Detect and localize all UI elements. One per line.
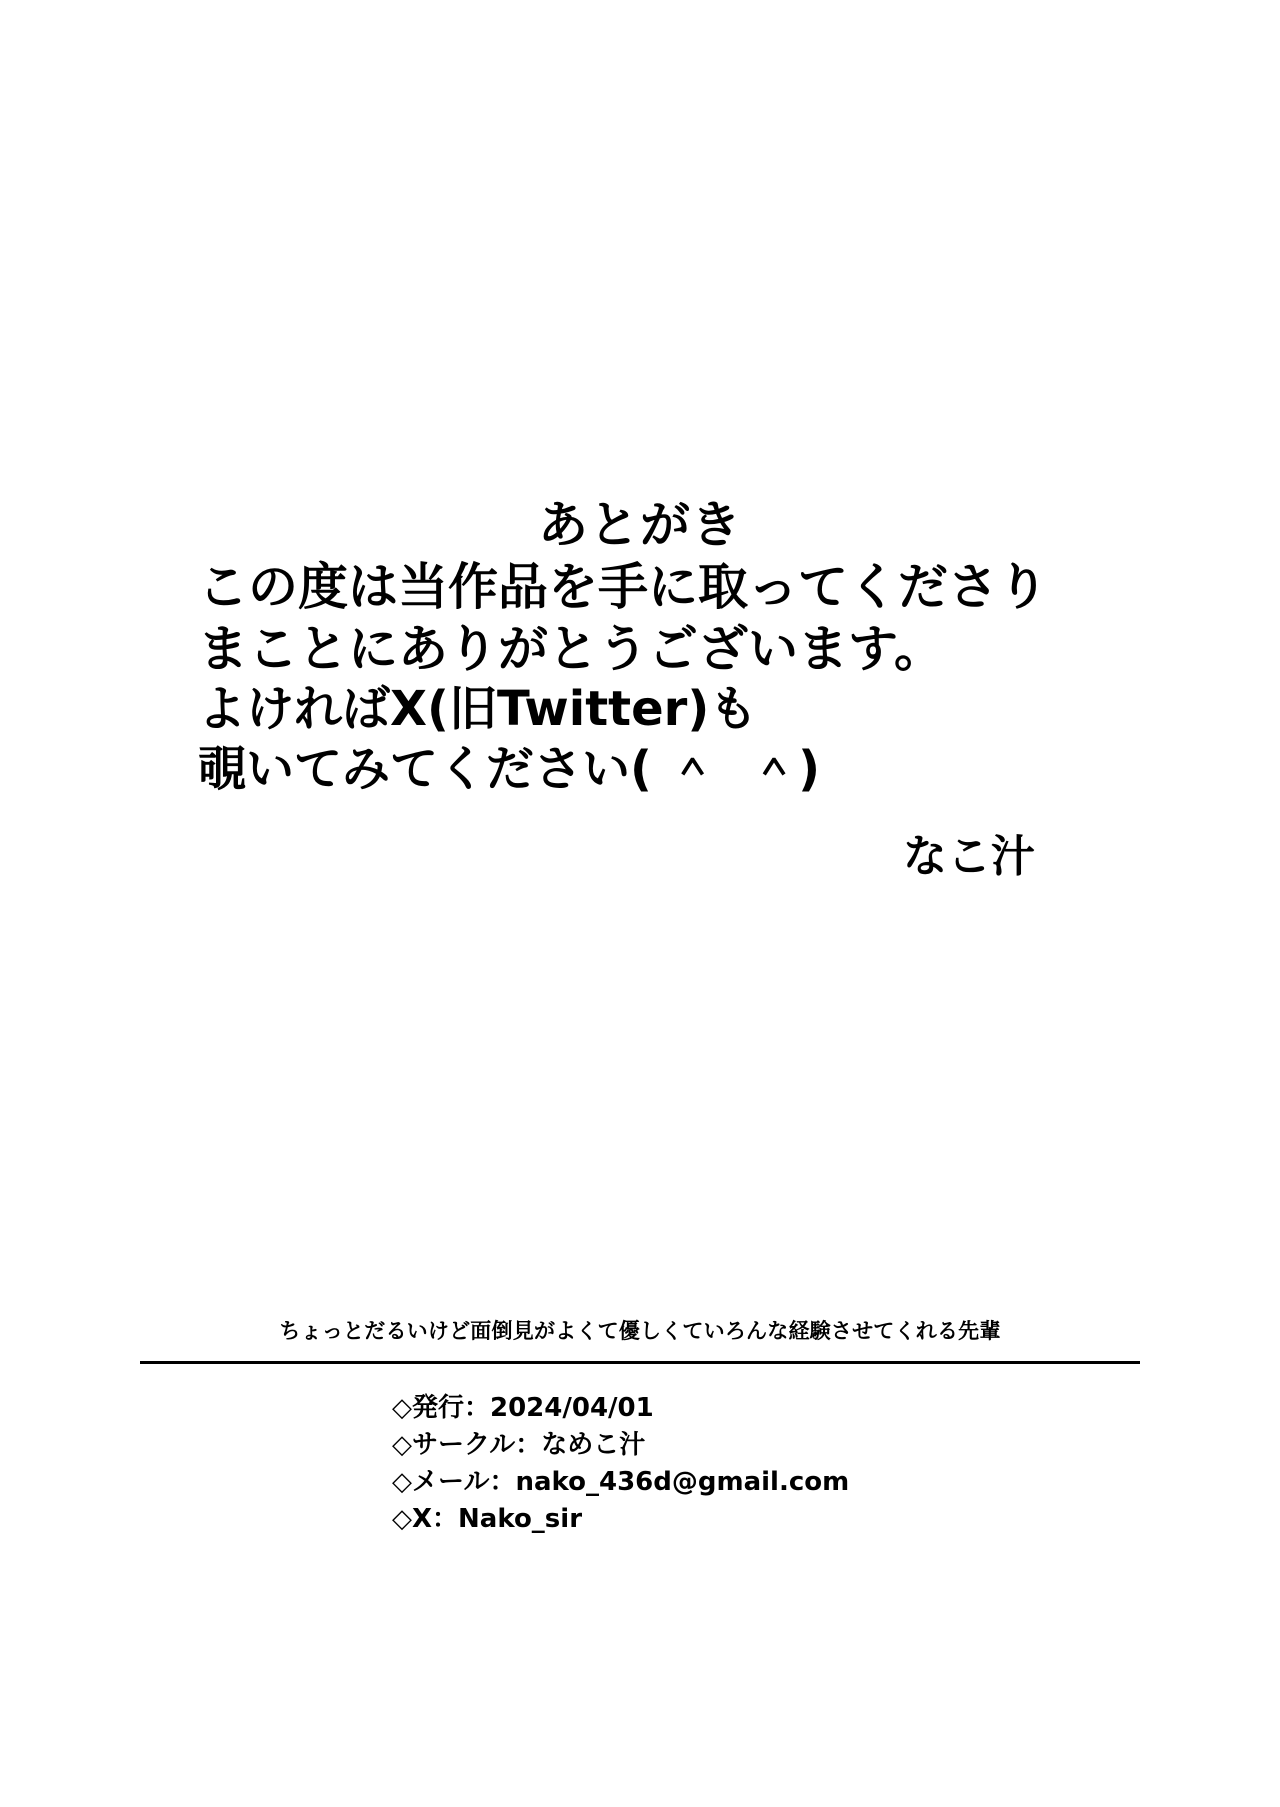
afterword-section bbox=[0, 496, 1280, 928]
colophon-entry-x-account: ◇X：Nako_sir bbox=[392, 1503, 583, 1534]
afterword-signature: なこ汁 bbox=[903, 831, 1035, 883]
afterword-line-4: 覗いてみてください( ＾ ＾) bbox=[198, 740, 821, 797]
colophon-section bbox=[0, 1315, 1280, 1538]
afterword-line-1: この度は当作品を手に取ってくださり bbox=[198, 558, 1048, 616]
colophon-entry-mail: ◇メール：nako_436d@gmail.com bbox=[392, 1466, 850, 1497]
colophon-divider bbox=[140, 1361, 1140, 1364]
colophon-work-title: ちょっとだるいけど面倒見がよくて優しくていろんな経験させてくれる先輩 bbox=[279, 1319, 1001, 1343]
afterword-line-3: よければX(旧Twitter)も bbox=[198, 681, 758, 737]
afterword-line-2: まことにありがとうございます。 bbox=[198, 620, 944, 678]
afterword-title: あとがき bbox=[538, 496, 742, 554]
colophon-entry-list bbox=[140, 1390, 1140, 1538]
colophon-entry-publish-date: ◇発行：2024/04/01 bbox=[392, 1393, 654, 1423]
colophon-entry-circle: ◇サークル：なめこ汁 bbox=[392, 1429, 646, 1460]
